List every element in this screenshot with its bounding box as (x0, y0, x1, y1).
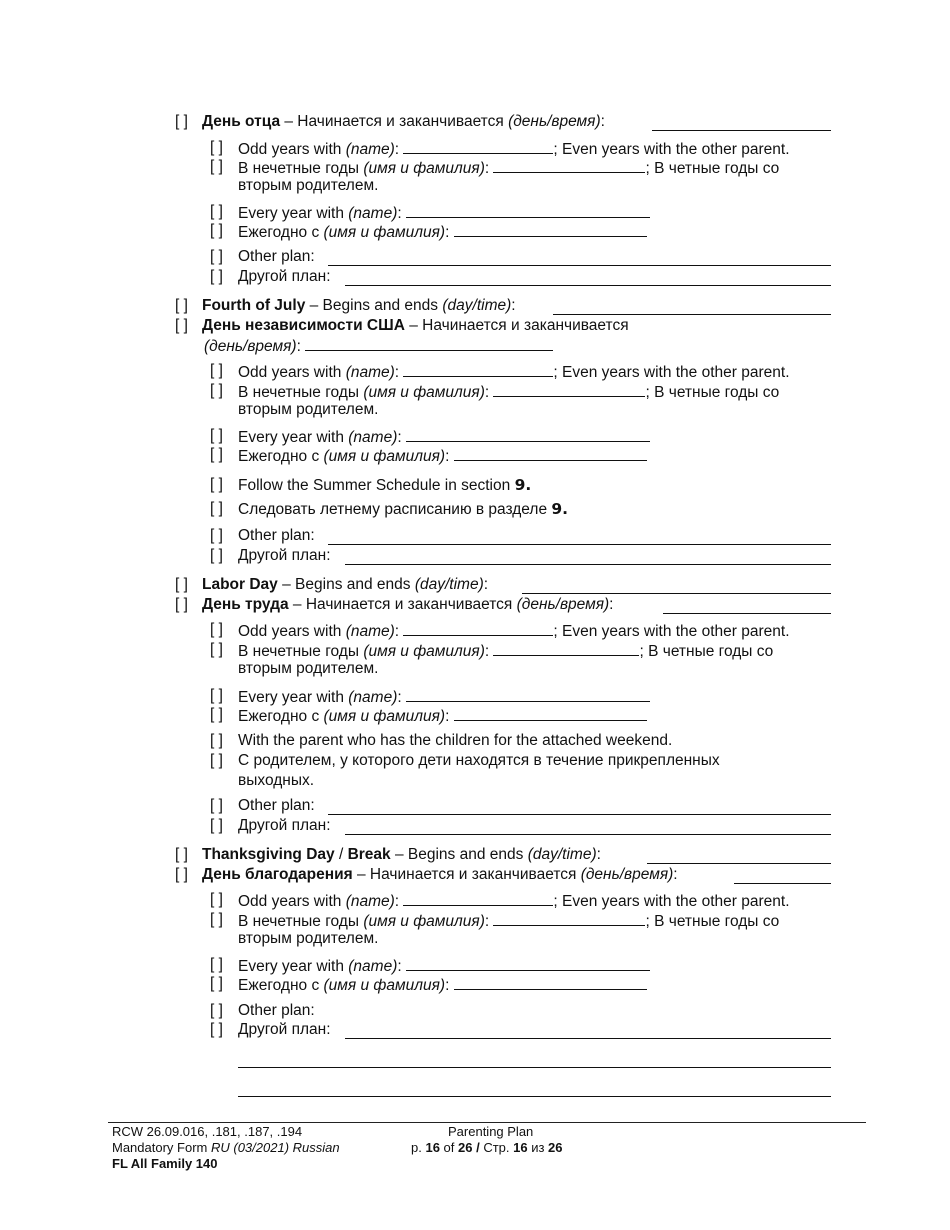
thanks-odd-years-en: Odd years with (name): ; Even years with the other parent. (238, 893, 790, 910)
fathers-every-name-field[interactable] (406, 203, 650, 218)
checkbox-fourth-july-ru[interactable]: [ ] (175, 317, 188, 334)
footer-form-id: FL All Family 140 (112, 1156, 218, 1171)
july-every-name-field[interactable] (406, 427, 650, 442)
fourth-july-daytime-ru: (день/время): (204, 336, 553, 356)
fathers-day-daytime-field[interactable] (652, 130, 831, 131)
july-every-year-en: Every year with (name): (238, 427, 650, 447)
footer-mandatory-form: Mandatory Form RU (03/2021) Russian (112, 1140, 340, 1155)
thanks-every-ru-name-field[interactable] (454, 975, 647, 990)
footer-page-number: p. 16 of 26 / Стр. 16 из 26 (411, 1140, 563, 1155)
checkbox-fathers-every-en[interactable]: [ ] (210, 203, 223, 220)
labor-every-ru-name-field[interactable] (454, 706, 647, 721)
labor-every-name-field[interactable] (406, 687, 650, 702)
thanks-odd-years-ru: В нечетные годы (имя и фамилия): ; В четные годы со (238, 913, 780, 930)
labor-other-plan-ru-field[interactable] (345, 834, 831, 835)
checkbox-thanksgiving-en[interactable]: [ ] (175, 846, 188, 863)
labor-odd-name-field[interactable] (403, 621, 553, 636)
labor-odd-ru-name-field[interactable] (493, 641, 639, 656)
checkbox-labor-day-ru[interactable]: [ ] (175, 596, 188, 613)
july-other-plan-ru: Другой план: (238, 547, 331, 564)
fathers-every-year-ru: Ежегодно с (имя и фамилия): (238, 222, 647, 242)
thanks-odd-years-ru-cont: вторым родителем. (238, 930, 379, 947)
thanksgiving-daytime-field[interactable] (647, 863, 831, 864)
checkbox-thanks-other-ru[interactable]: [ ] (210, 1021, 223, 1038)
fathers-odd-years-ru: В нечетные годы (имя и фамилия): ; В четные годы со (238, 160, 780, 177)
fathers-every-ru-name-field[interactable] (454, 222, 647, 237)
checkbox-july-summer-ru[interactable]: [ ] (210, 500, 223, 517)
fourth-july-heading-en: Fourth of July – Begins and ends (day/time): (202, 297, 516, 314)
july-odd-years-en: Odd years with (name): ; Even years with the other parent. (238, 364, 790, 381)
fourth-july-daytime-field[interactable] (553, 314, 831, 315)
thanksgiving-daytime-ru-field[interactable] (734, 883, 831, 884)
labor-day-heading-ru: День труда – Начинается и заканчивается (день/время): (202, 596, 614, 613)
fourth-july-heading-ru: День независимости США – Начинается и заканчивается (202, 317, 629, 334)
checkbox-thanks-odd-ru[interactable]: [ ] (210, 911, 223, 928)
july-other-plan-en: Other plan: (238, 527, 315, 544)
labor-day-daytime-field[interactable] (522, 593, 831, 594)
footer-rcw: RCW 26.09.016, .181, .187, .194 (112, 1124, 303, 1139)
labor-weekend-ru: С родителем, у которого дети находятся в течение прикрепленных (238, 752, 720, 769)
fathers-other-plan-en: Other plan: (238, 248, 315, 265)
thanks-odd-ru-name-field[interactable] (493, 911, 645, 926)
labor-odd-years-ru: В нечетные годы (имя и фамилия): ; В четные годы со (238, 643, 774, 660)
labor-every-year-ru: Ежегодно с (имя и фамилия): (238, 706, 647, 726)
checkbox-labor-weekend-ru[interactable]: [ ] (210, 752, 223, 769)
labor-other-plan-field[interactable] (328, 814, 831, 815)
thanksgiving-heading-ru: День благодарения – Начинается и заканчивается (день/время): (202, 866, 678, 883)
checkbox-labor-every-en[interactable]: [ ] (210, 687, 223, 704)
checkbox-july-other-ru[interactable]: [ ] (210, 547, 223, 564)
labor-odd-years-ru-cont: вторым родителем. (238, 660, 379, 677)
thanks-every-year-en: Every year with (name): (238, 956, 650, 976)
footer-divider (108, 1122, 866, 1123)
fathers-other-plan-field[interactable] (328, 265, 831, 266)
checkbox-labor-day-en[interactable]: [ ] (175, 576, 188, 593)
july-odd-name-field[interactable] (403, 362, 553, 377)
thanks-other-plan-en: Other plan: (238, 1002, 315, 1019)
labor-every-year-en: Every year with (name): (238, 687, 650, 707)
july-odd-years-ru-cont: вторым родителем. (238, 401, 379, 418)
checkbox-thanks-every-ru[interactable]: [ ] (210, 975, 223, 992)
checkbox-fathers-day[interactable]: [ ] (175, 113, 188, 130)
july-every-ru-name-field[interactable] (454, 446, 647, 461)
labor-day-daytime-ru-field[interactable] (663, 613, 831, 614)
checkbox-fathers-odd-en[interactable]: [ ] (210, 139, 223, 156)
fathers-day-heading: День отца – Начинается и заканчивается (день/время): (202, 113, 605, 130)
thanks-every-year-ru: Ежегодно с (имя и фамилия): (238, 975, 647, 995)
july-other-plan-field[interactable] (328, 544, 831, 545)
checkbox-labor-other-ru[interactable]: [ ] (210, 817, 223, 834)
labor-weekend-en: With the parent who has the children for the attached weekend. (238, 732, 673, 749)
thanks-odd-name-field[interactable] (403, 891, 553, 906)
fathers-every-year-en: Every year with (name): (238, 203, 650, 223)
thanks-every-name-field[interactable] (406, 956, 650, 971)
thanks-other-plan-line-2[interactable] (238, 1067, 831, 1068)
checkbox-thanksgiving-ru[interactable]: [ ] (175, 866, 188, 883)
july-summer-schedule-ru: Следовать летнему расписанию в разделе 9. (238, 500, 569, 518)
july-every-year-ru: Ежегодно с (имя и фамилия): (238, 446, 647, 466)
july-odd-years-ru: В нечетные годы (имя и фамилия): ; В четные годы со (238, 384, 780, 401)
fathers-odd-name-field[interactable] (403, 139, 553, 154)
checkbox-thanks-odd-en[interactable]: [ ] (210, 891, 223, 908)
fathers-other-plan-ru: Другой план: (238, 268, 331, 285)
checkbox-labor-every-ru[interactable]: [ ] (210, 706, 223, 723)
footer-title: Parenting Plan (448, 1124, 534, 1139)
july-odd-ru-name-field[interactable] (493, 382, 645, 397)
fathers-odd-ru-name-field[interactable] (493, 158, 645, 173)
fathers-odd-years-ru-cont: вторым родителем. (238, 177, 379, 194)
july-summer-schedule-en: Follow the Summer Schedule in section 9. (238, 476, 532, 494)
thanksgiving-heading-en: Thanksgiving Day / Break – Begins and ends (day/time): (202, 846, 601, 863)
checkbox-fathers-other-ru[interactable]: [ ] (210, 268, 223, 285)
checkbox-labor-odd-en[interactable]: [ ] (210, 621, 223, 638)
fourth-july-daytime-ru-field[interactable] (305, 336, 553, 351)
checkbox-thanks-every-en[interactable]: [ ] (210, 956, 223, 973)
labor-weekend-ru-cont: выходных. (238, 772, 315, 789)
checkbox-labor-weekend-en[interactable]: [ ] (210, 732, 223, 749)
checkbox-july-every-ru[interactable]: [ ] (210, 446, 223, 463)
labor-odd-years-en: Odd years with (name): ; Even years with the other parent. (238, 623, 790, 640)
labor-other-plan-en: Other plan: (238, 797, 315, 814)
checkbox-july-summer-en[interactable]: [ ] (210, 476, 223, 493)
thanks-other-plan-line-3[interactable] (238, 1096, 831, 1097)
checkbox-fourth-july-en[interactable]: [ ] (175, 297, 188, 314)
labor-other-plan-ru: Другой план: (238, 817, 331, 834)
checkbox-fathers-odd-ru[interactable]: [ ] (210, 158, 223, 175)
thanks-other-plan-ru-field[interactable] (345, 1038, 831, 1039)
checkbox-july-every-en[interactable]: [ ] (210, 427, 223, 444)
fathers-other-plan-ru-field[interactable] (345, 285, 831, 286)
thanks-other-plan-ru: Другой план: (238, 1021, 331, 1038)
checkbox-labor-other-en[interactable]: [ ] (210, 797, 223, 814)
july-other-plan-ru-field[interactable] (345, 564, 831, 565)
checkbox-fathers-every-ru[interactable]: [ ] (210, 222, 223, 239)
checkbox-july-odd-ru[interactable]: [ ] (210, 382, 223, 399)
checkbox-july-odd-en[interactable]: [ ] (210, 362, 223, 379)
checkbox-fathers-other-en[interactable]: [ ] (210, 248, 223, 265)
fathers-odd-years-en: Odd years with (name): ; Even years with the other parent. (238, 141, 790, 158)
checkbox-july-other-en[interactable]: [ ] (210, 527, 223, 544)
labor-day-heading-en: Labor Day – Begins and ends (day/time): (202, 576, 489, 593)
checkbox-thanks-other-en[interactable]: [ ] (210, 1002, 223, 1019)
checkbox-labor-odd-ru[interactable]: [ ] (210, 641, 223, 658)
